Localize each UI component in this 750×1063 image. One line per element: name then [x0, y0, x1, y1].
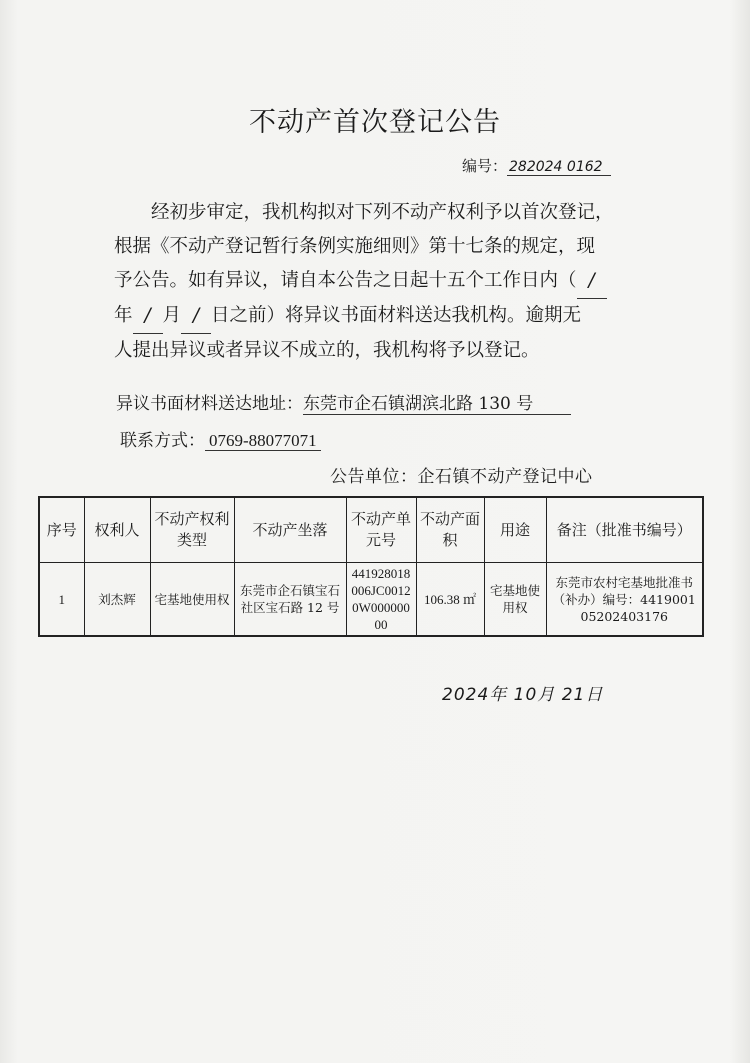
col-header: 不动产面积: [416, 497, 484, 563]
table-header-row: [39, 497, 703, 563]
col-header: 用途: [484, 497, 546, 563]
notice-line: 人提出异议或者异议不成立的，我机构将予以登记。: [114, 340, 540, 361]
notice-text: 月: [162, 305, 182, 326]
col-header: 不动产坐落: [234, 497, 346, 563]
col-header: 不动产权利类型: [150, 497, 234, 563]
table-row: [39, 563, 703, 637]
notice-text: 日之前）将异议书面材料送达我机构。逾期无: [211, 305, 582, 326]
contact-info: [120, 426, 321, 451]
cell-holder: 刘杰辉: [84, 563, 150, 637]
col-header: 权利人: [84, 497, 150, 563]
notice-line: 经初步审定，我机构拟对下列不动产权利予以首次登记，: [151, 202, 614, 223]
document-title: 不动产首次登记公告: [249, 107, 501, 138]
handwritten-date: 2024年 10月 21日: [442, 685, 604, 705]
contact-phone: 0769-88077071: [205, 431, 321, 451]
deadline-blank: /: [133, 299, 163, 334]
cell-location: 东莞市企石镇宝石社区宝石路 12 号: [234, 563, 346, 637]
serial-label: 编号：: [462, 157, 508, 175]
notice-text: 年: [114, 305, 133, 326]
serial-value: 282024 0162: [507, 159, 611, 176]
notice-line: 根据《不动产登记暂行条例实施细则》第十七条的规定，现: [114, 236, 596, 257]
cell-remark: 东莞市农村宅基地批准书（补办）编号：441900105202403176: [546, 563, 703, 637]
objection-address: [116, 389, 571, 414]
publisher: [330, 462, 593, 487]
registration-table: [38, 496, 704, 637]
cell-right-type: 宅基地使用权: [150, 563, 234, 637]
address-value: 东莞市企石镇湖滨北路 130 号: [303, 394, 571, 415]
notice-text: 予公告。如有异议，请自本公告之日起十五个工作日内（: [114, 270, 577, 291]
cell-usage: 宅基地使用权: [484, 563, 546, 637]
deadline-blank: /: [181, 299, 211, 334]
address-label: 异议书面材料送达地址：: [116, 394, 303, 414]
col-header: 不动产单元号: [346, 497, 416, 563]
cell-area: 106.38 ㎡: [416, 563, 484, 637]
notice-line: [114, 264, 650, 299]
cell-unit-no: 441928018006JC00120W00000000: [346, 563, 416, 637]
contact-label: 联系方式：: [120, 431, 205, 451]
notice-paragraph: [114, 196, 650, 368]
serial-number: [462, 155, 611, 176]
publisher-label: 公告单位：: [330, 467, 418, 487]
col-header: 备注（批准书编号）: [546, 497, 703, 563]
notice-line: [114, 299, 650, 334]
deadline-blank: /: [577, 264, 607, 299]
cell-no: 1: [39, 563, 84, 637]
col-header: 序号: [39, 497, 84, 563]
publisher-value: 企石镇不动产登记中心: [417, 467, 593, 487]
